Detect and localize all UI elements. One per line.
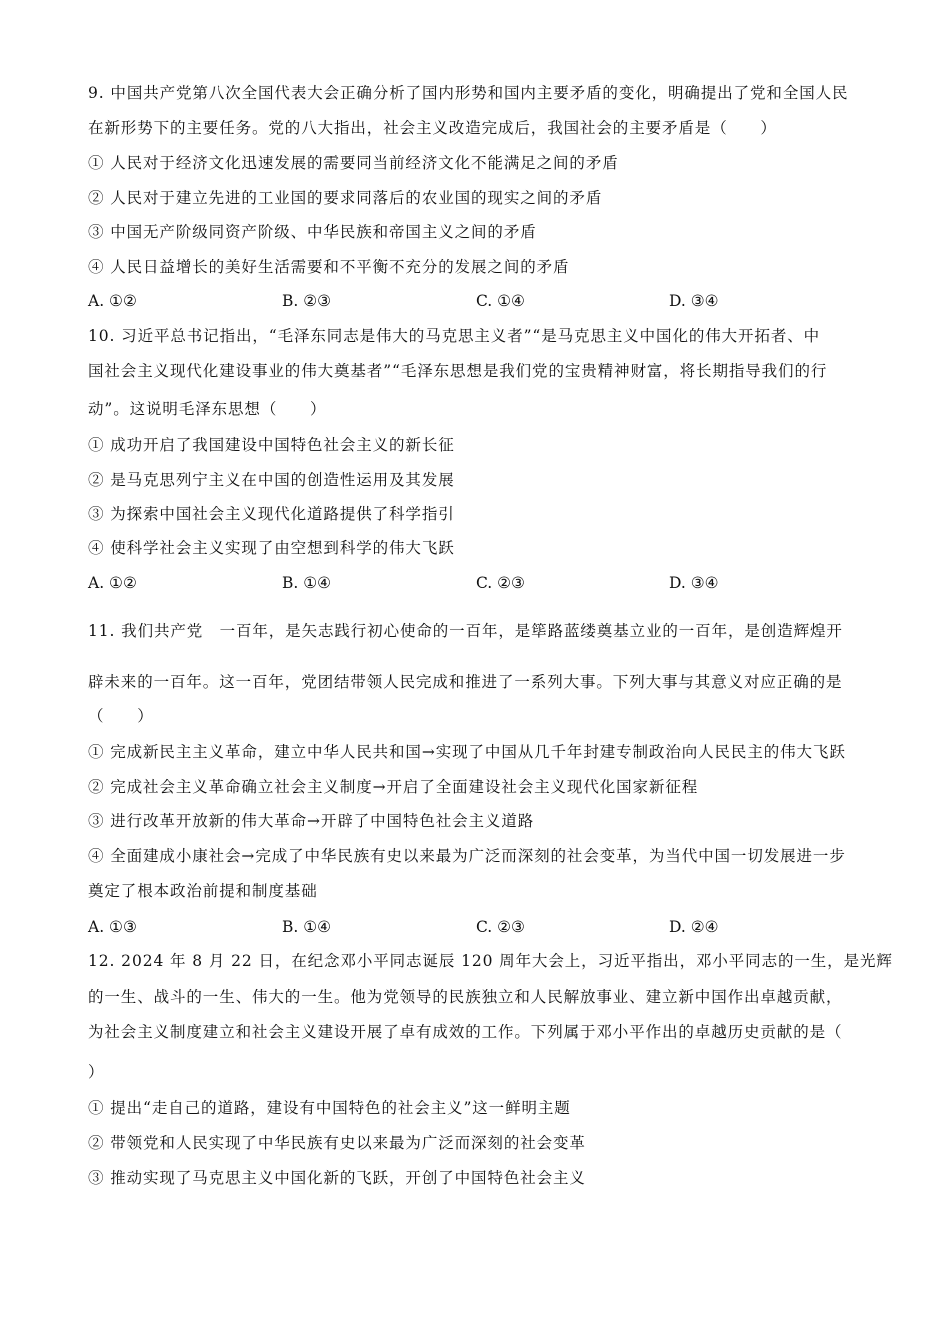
question-stem: 11. 我们共产党 一百年，是矢志践行初心使命的一百年，是筚路蓝缕奠基立业的一百年，是创造辉煌开 xyxy=(88,622,843,640)
option-c: C. ①④ xyxy=(476,292,525,310)
statement: ② 人民对于建立先进的工业国的要求同落后的农业国的现实之间的矛盾 xyxy=(88,189,603,207)
question-stem: 12. 2024 年 8 月 22 日，在纪念邓小平同志诞辰 120 周年大会上，习近平指出，邓小平同志的一生，是光辉 xyxy=(88,952,893,970)
option-a: A. ①② xyxy=(88,292,137,310)
option-c: C. ②③ xyxy=(476,918,525,936)
statement: ④ 全面建成小康社会→完成了中华民族有史以来最为广泛而深刻的社会变革，为当代中国一切发展进一步 xyxy=(88,847,846,865)
statement: ① 完成新民主主义革命，建立中华人民共和国→实现了中国从几千年封建专制政治向人民民主的伟大飞跃 xyxy=(88,743,846,761)
option-b: B. ①④ xyxy=(282,574,332,592)
option-b: B. ②③ xyxy=(282,292,332,310)
option-d: D. ③④ xyxy=(669,574,719,592)
question-stem: ） xyxy=(88,1063,105,1081)
statement: ③ 推动实现了马克思主义中国化新的飞跃，开创了中国特色社会主义 xyxy=(88,1169,586,1187)
statement: ③ 中国无产阶级同资产阶级、中华民族和帝国主义之间的矛盾 xyxy=(88,223,537,241)
option-c: C. ②③ xyxy=(476,574,525,592)
statement: ① 提出“走自己的道路，建设有中国特色的社会主义”这一鲜明主题 xyxy=(88,1099,571,1117)
question-stem: 在新形势下的主要任务。党的八大指出，社会主义改造完成后，我国社会的主要矛盾是（ ） xyxy=(88,119,777,137)
question-stem: 辟未来的一百年。这一百年，党团结带领人民完成和推进了一系列大事。下列大事与其意义对应正确的是 xyxy=(88,673,843,691)
statement: ② 带领党和人民实现了中华民族有史以来最为广泛而深刻的社会变革 xyxy=(88,1134,586,1152)
question-stem: 国社会主义现代化建设事业的伟大奠基者”“毛泽东思想是我们党的宝贵精神财富，将长期指导我们的行 xyxy=(88,362,828,380)
option-a: A. ①② xyxy=(88,574,137,592)
question-stem: 的一生、战斗的一生、伟大的一生。他为党领导的民族独立和人民解放事业、建立新中国作出卓越贡献， xyxy=(88,988,843,1006)
statement: ② 完成社会主义革命确立社会主义制度→开启了全面建设社会主义现代化国家新征程 xyxy=(88,778,699,796)
statement: ③ 为探索中国社会主义现代化道路提供了科学指引 xyxy=(88,505,455,523)
option-d: D. ②④ xyxy=(669,918,719,936)
statement: ④ 使科学社会主义实现了由空想到科学的伟大飞跃 xyxy=(88,539,455,557)
statement: ① 人民对于经济文化迅速发展的需要同当前经济文化不能满足之间的矛盾 xyxy=(88,154,619,172)
statement: ① 成功开启了我国建设中国特色社会主义的新长征 xyxy=(88,436,455,454)
option-b: B. ①④ xyxy=(282,918,332,936)
question-stem: 为社会主义制度建立和社会主义建设开展了卓有成效的工作。下列属于邓小平作出的卓越历史贡献的是（ xyxy=(88,1023,843,1041)
statement: ④ 人民日益增长的美好生活需要和不平衡不充分的发展之间的矛盾 xyxy=(88,258,570,276)
option-d: D. ③④ xyxy=(669,292,719,310)
question-stem: （ ） xyxy=(88,707,154,725)
statement: ③ 进行改革开放新的伟大革命→开辟了中国特色社会主义道路 xyxy=(88,812,535,830)
statement: 奠定了根本政治前提和制度基础 xyxy=(88,882,318,900)
statement: ② 是马克思列宁主义在中国的创造性运用及其发展 xyxy=(88,471,455,489)
question-stem: 10. 习近平总书记指出，“毛泽东同志是伟大的马克思主义者”“是马克思主义中国化的伟大开拓者、中 xyxy=(88,327,821,345)
option-a: A. ①③ xyxy=(88,918,137,936)
question-stem: 动”。这说明毛泽东思想（ ） xyxy=(88,400,327,418)
question-stem: 9. 中国共产党第八次全国代表大会正确分析了国内形势和国内主要矛盾的变化，明确提出了党和全国人民 xyxy=(88,84,849,102)
